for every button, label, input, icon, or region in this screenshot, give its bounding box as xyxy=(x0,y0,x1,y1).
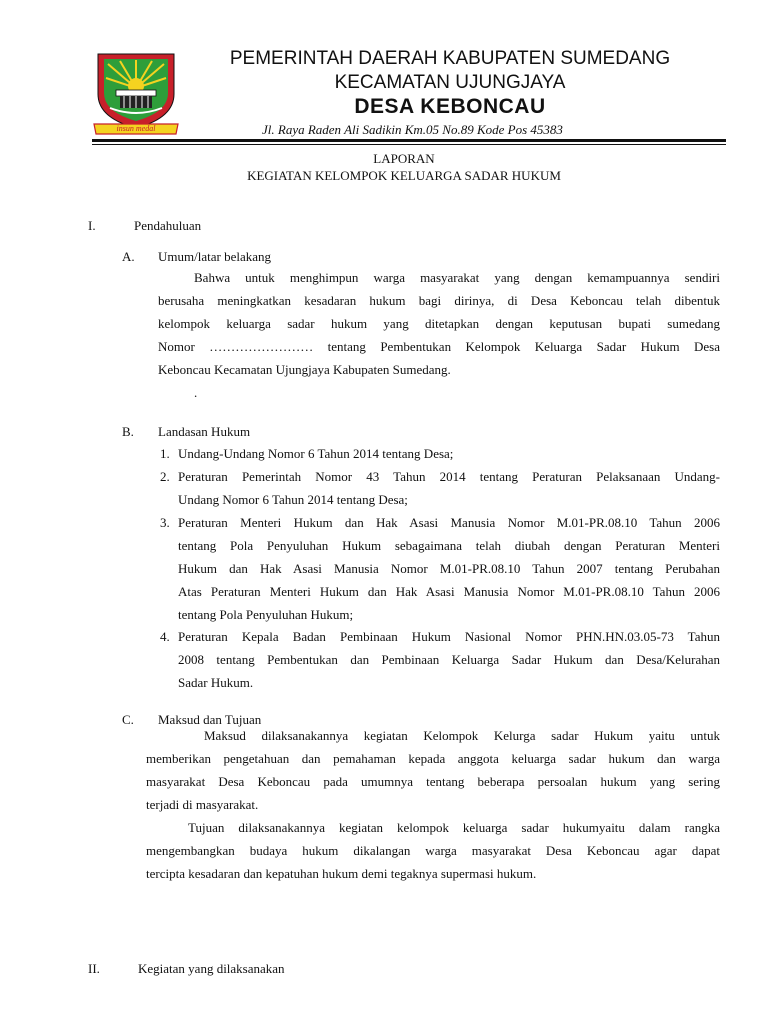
list-item-line: Peraturan Kepala Badan Pembinaan Hukum Nasional Nomor PHN.HN.03.05-73 Tahun xyxy=(178,629,720,644)
list-item xyxy=(178,511,720,626)
list-item-line: tentang Pola Penyuluhan Hukum; xyxy=(178,607,354,622)
list-item-line: Atas Peraturan Menteri Hukum dan Hak Asasi Manusia Nomor M.01-PR.08.10 Tahun 2006 xyxy=(178,584,720,599)
paragraph-line: Tujuan dilaksanakannya kegiatan kelompok keluarga sadar hukumyaitu dalam rangka xyxy=(188,820,720,835)
paragraph-line: Nomor …………………… tentang Pembentukan Kelompok Keluarga Sadar Hukum Desa xyxy=(158,339,720,354)
list-item-line: Peraturan Pemerintah Nomor 43 Tahun 2014 tentang Peraturan Pelaksanaan Undang- xyxy=(178,469,720,484)
letterhead-district: KECAMATAN UJUNGJAYA xyxy=(334,72,566,93)
subsection-a-heading: Umum/latar belakang xyxy=(158,249,271,264)
report-subtitle: KEGIATAN KELOMPOK KELUARGA SADAR HUKUM xyxy=(247,168,561,183)
paragraph-line: mengembangkan budaya hukum dikalangan warga masyarakat Desa Keboncau agar dapat xyxy=(146,843,720,858)
paragraph-line: Maksud dilaksanakannya kegiatan Kelompok Kelurga sadar Hukum yaitu untuk xyxy=(204,728,720,743)
paragraph-line: masyarakat Desa Keboncau pada umumnya tentang beberapa persoalan hukum yang sering xyxy=(146,774,720,789)
list-item-line: 2008 tentang Pembentukan dan Pembinaan Keluarga Sadar Hukum dan Desa/Kelurahan xyxy=(178,652,720,667)
paragraph-line: Keboncau Kecamatan Ujungjaya Kabupaten Sumedang. xyxy=(158,362,451,377)
section-1-heading: Pendahuluan xyxy=(134,218,202,233)
paragraph-dot: . xyxy=(194,385,198,400)
list-item-line: Sadar Hukum. xyxy=(178,675,254,690)
list-item-line: tentang Pola Penyuluhan Hukum sebagaimana telah diubah dengan Peraturan Menteri xyxy=(178,538,720,553)
letterhead-rule-thick xyxy=(92,139,726,142)
list-item-line: Hukum dan Hak Asasi Manusia Nomor M.01-PR.08.10 Tahun 2007 tentang Perubahan xyxy=(178,561,720,576)
list-item-line: Peraturan Menteri Hukum dan Hak Asasi Manusia Nomor M.01-PR.08.10 Tahun 2006 xyxy=(178,515,720,530)
list-item xyxy=(178,442,720,465)
section-2-heading: Kegiatan yang dilaksanakan xyxy=(138,961,285,976)
list-item xyxy=(178,625,720,694)
subsection-a-paragraph xyxy=(158,266,720,404)
letterhead-rule-thin xyxy=(92,144,726,145)
subsection-b-heading: Landasan Hukum xyxy=(158,424,251,439)
paragraph-line: tercipta kesadaran dan kepatuhan hukum demi tegaknya supermasi hukum. xyxy=(146,866,537,881)
subsection-c-letter: C. xyxy=(122,712,134,727)
paragraph-line: memberikan pengetahuan dan pemahaman kepada anggota keluarga sadar hukum dan warga xyxy=(146,751,720,766)
paragraph-line: terjadi di masyarakat. xyxy=(146,797,259,812)
letterhead-government: PEMERINTAH DAERAH KABUPATEN SUMEDANG xyxy=(229,48,671,69)
list-number: 4. xyxy=(160,629,170,644)
letterhead-address: Jl. Raya Raden Ali Sadikin Km.05 No.89 Kode Pos 45383 xyxy=(262,122,563,137)
list-item-line: Undang Nomor 6 Tahun 2014 tentang Desa; xyxy=(178,492,408,507)
section-1-numeral: I. xyxy=(88,218,96,233)
paragraph-line: berusaha meningkatkan kesadaran hukum bagi dirinya, di Desa Keboncau telah dibentuk xyxy=(158,293,720,308)
list-number: 2. xyxy=(160,469,170,484)
paragraph-line: Bahwa untuk menghimpun warga masyarakat yang dengan kemampuannya sendiri xyxy=(194,270,720,285)
subsection-c-paragraph-1 xyxy=(146,724,720,816)
logo-ribbon-text: insun medal xyxy=(116,124,156,133)
report-title: LAPORAN xyxy=(373,151,435,166)
list-item-line: Undang-Undang Nomor 6 Tahun 2014 tentang Desa; xyxy=(178,446,454,461)
list-item xyxy=(178,465,720,511)
section-2-numeral: II. xyxy=(88,961,100,976)
paragraph-line: kelompok keluarga sadar hukum yang ditetapkan dengan keputusan bupati sumedang xyxy=(158,316,720,331)
subsection-a-letter: A. xyxy=(122,249,135,264)
subsection-b-letter: B. xyxy=(122,424,134,439)
list-number: 1. xyxy=(160,446,170,461)
letterhead-village: DESA KEBONCAU xyxy=(354,95,546,118)
subsection-c-paragraph-2 xyxy=(146,816,720,885)
list-number: 3. xyxy=(160,515,170,530)
subsection-c-heading: Maksud dan Tujuan xyxy=(158,712,262,727)
